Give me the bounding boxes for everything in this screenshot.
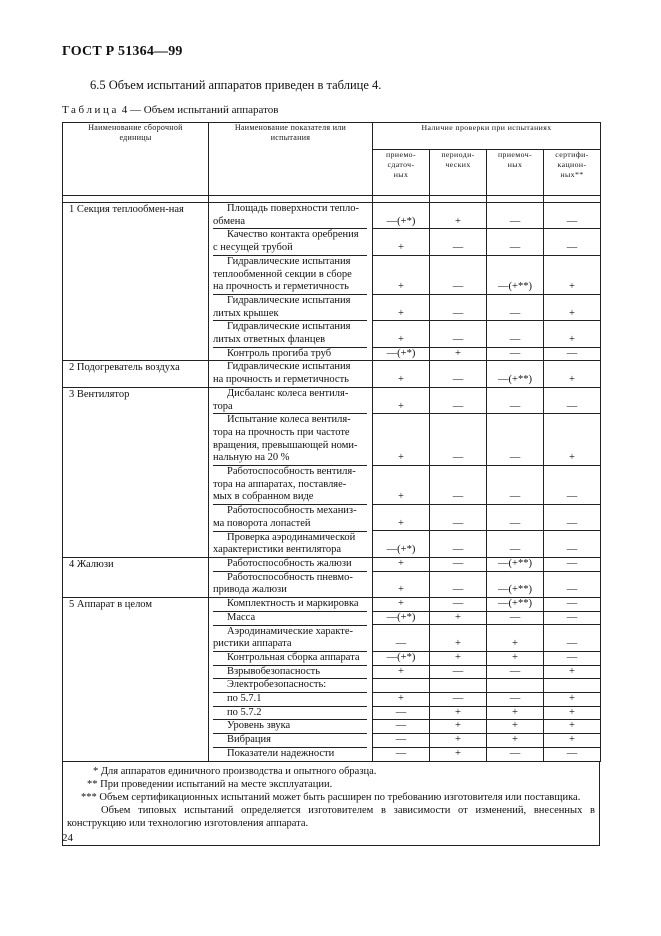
- check-mark: [430, 361, 486, 374]
- check-mark: [373, 256, 429, 269]
- check-mark: [430, 440, 486, 453]
- check-mark: —: [430, 558, 486, 572]
- check-mark: +: [455, 347, 461, 359]
- check-mark: +: [373, 242, 429, 256]
- indicator-line: по 5.7.2: [213, 707, 367, 721]
- intro-paragraph: 6.5 Объем испытаний аппаратов приведен в таблице 4.: [90, 78, 382, 92]
- mark-cell: [544, 557, 601, 597]
- check-mark: —: [566, 544, 578, 556]
- indicator-line: Взрывобезопасность: [213, 666, 367, 680]
- document-code: ГОСТ Р 51364—99: [62, 44, 183, 59]
- mark-cell: [487, 598, 544, 761]
- check-mark: [487, 572, 543, 585]
- indicator-line: Работоспособность механиз-: [227, 505, 357, 517]
- check-mark: —: [487, 666, 543, 680]
- check-mark: [373, 427, 429, 440]
- unit-cell: [63, 203, 209, 361]
- unit-cell: [63, 387, 209, 557]
- check-mark: [373, 479, 429, 492]
- check-mark: +: [455, 747, 461, 759]
- check-mark: +: [544, 334, 600, 348]
- check-mark: [487, 229, 543, 242]
- check-mark: [430, 625, 486, 638]
- check-mark: [487, 256, 543, 269]
- check-mark: [373, 505, 429, 518]
- indicator-line: Площадь поверхности тепло-: [227, 203, 359, 214]
- check-mark: [487, 321, 543, 334]
- indicator-line: Комплектность и маркировка: [213, 598, 367, 612]
- check-mark: +: [544, 281, 600, 295]
- check-mark: —: [544, 491, 600, 505]
- check-mark: [373, 679, 429, 693]
- check-mark: —(+**): [498, 374, 532, 386]
- check-mark: —: [544, 612, 600, 626]
- indicator-line: Аэродинамические характе-: [227, 625, 354, 637]
- check-mark: [544, 531, 600, 544]
- check-mark: [544, 414, 600, 427]
- mark-cell: [544, 598, 601, 761]
- check-mark: +: [487, 707, 543, 721]
- check-mark: —(+*): [373, 612, 429, 626]
- indicator-line: Гидравлические испытания: [227, 361, 351, 373]
- header-col-periodic: периоди-ческих: [430, 150, 487, 196]
- check-mark: [487, 505, 543, 518]
- check-mark: —: [430, 401, 486, 415]
- check-mark: +: [544, 308, 600, 322]
- table-notes: [62, 762, 600, 846]
- check-mark: —: [544, 242, 600, 256]
- unit-label: 5 Аппарат в целом: [69, 599, 153, 611]
- check-mark: [544, 268, 600, 281]
- check-mark: [544, 572, 600, 585]
- check-mark: +: [373, 666, 429, 680]
- check-mark: [373, 268, 429, 281]
- check-mark: +: [487, 652, 543, 666]
- check-mark: —: [509, 347, 521, 359]
- mark-cell: [544, 387, 601, 557]
- unit-cell: [63, 598, 209, 761]
- check-mark: [373, 440, 429, 453]
- mark-cell: [487, 387, 544, 557]
- check-mark: +: [398, 584, 404, 596]
- check-mark: —: [452, 374, 464, 386]
- check-mark: —: [452, 584, 464, 596]
- unit-label: 3 Вентилятор: [69, 388, 130, 400]
- check-mark: —(+**): [498, 584, 532, 596]
- check-mark: [487, 295, 543, 308]
- indicator-cell: [209, 361, 373, 387]
- check-mark: —: [544, 558, 600, 572]
- check-mark: —: [395, 747, 407, 759]
- indicator-line: привода жалюзи: [213, 584, 287, 596]
- check-mark: —: [373, 707, 429, 721]
- check-mark: —(+*): [386, 544, 416, 556]
- check-mark: [544, 229, 600, 242]
- indicator-line: на прочность и герметичность: [213, 374, 349, 386]
- indicator-line: мых в собранном виде: [213, 491, 367, 505]
- indicator-line: по 5.7.1: [213, 693, 367, 707]
- mark-cell: [487, 557, 544, 597]
- check-mark: —(+*): [386, 347, 416, 359]
- check-mark: —: [509, 747, 521, 759]
- mark-cell: [430, 557, 487, 597]
- check-mark: [373, 295, 429, 308]
- indicator-line: Испытание колеса вентиля-: [227, 414, 351, 426]
- check-mark: +: [544, 734, 600, 748]
- check-mark: —: [544, 216, 600, 230]
- check-mark: —: [430, 666, 486, 680]
- check-mark: —: [373, 638, 429, 652]
- check-mark: —: [487, 242, 543, 256]
- unit-label: 2 Подогреватель воздуха: [69, 362, 180, 374]
- table-section: [63, 387, 601, 557]
- indicator-cell: [209, 387, 373, 557]
- check-mark: [430, 505, 486, 518]
- check-mark: —: [544, 518, 600, 532]
- header-unit: Наименование сборочной единицы: [63, 123, 209, 196]
- check-mark: —: [430, 452, 486, 466]
- check-mark: —: [509, 544, 521, 556]
- mark-cell: [373, 557, 430, 597]
- indicator-line: теплообменной секции в сборе: [213, 268, 352, 280]
- check-mark: —: [566, 347, 578, 359]
- check-mark: [487, 679, 543, 693]
- table-caption-prefix: Таблица: [62, 104, 119, 116]
- check-mark: +: [373, 693, 429, 707]
- check-mark: [544, 427, 600, 440]
- table-section: [63, 361, 601, 387]
- check-mark: [373, 321, 429, 334]
- unit-cell: [63, 557, 209, 597]
- check-mark: —: [566, 747, 578, 759]
- mark-cell: [430, 203, 487, 361]
- check-mark: —: [430, 308, 486, 322]
- check-mark: [373, 388, 429, 401]
- check-mark: [430, 531, 486, 544]
- check-mark: +: [544, 707, 600, 721]
- check-mark: [544, 479, 600, 492]
- indicator-line: тора: [213, 401, 367, 415]
- indicator-line: Электробезопасность:: [213, 679, 367, 693]
- check-mark: [544, 679, 600, 693]
- indicator-line: Гидравлические испытания: [227, 321, 351, 333]
- table-section: [63, 557, 601, 597]
- check-mark: [487, 440, 543, 453]
- check-mark: +: [430, 734, 486, 748]
- check-mark: [373, 466, 429, 479]
- indicator-line: тора на прочность при частоте: [213, 426, 350, 438]
- indicator-line: Уровень звука: [213, 720, 367, 734]
- check-mark: +: [430, 720, 486, 734]
- check-mark: [544, 388, 600, 401]
- header-col-approval: приемоч-ных: [487, 150, 544, 196]
- indicator-line: Работоспособность вентиля-: [227, 466, 356, 478]
- check-mark: +: [373, 452, 429, 466]
- indicator-cell: [209, 557, 373, 597]
- indicator-line: Проверка аэродинамической: [227, 531, 356, 543]
- check-mark: [430, 268, 486, 281]
- check-mark: [544, 466, 600, 479]
- check-mark: +: [487, 638, 543, 652]
- mark-cell: [487, 361, 544, 387]
- check-mark: [544, 625, 600, 638]
- check-mark: [430, 427, 486, 440]
- mark-cell: [544, 203, 601, 361]
- check-mark: —: [487, 216, 543, 230]
- check-mark: [544, 440, 600, 453]
- check-mark: —: [566, 584, 578, 596]
- indicator-line: тора на аппаратах, поставляе-: [213, 478, 347, 490]
- check-mark: [430, 388, 486, 401]
- check-mark: +: [430, 707, 486, 721]
- check-mark: [487, 268, 543, 281]
- check-mark: [544, 256, 600, 269]
- note-2: ** При проведении испытаний на месте эксплуатации.: [87, 779, 333, 790]
- indicator-cell: [209, 203, 373, 361]
- check-mark: —: [430, 598, 486, 612]
- indicator-line: характеристики вентилятора: [213, 544, 342, 556]
- check-mark: +: [544, 452, 600, 466]
- check-mark: —: [487, 452, 543, 466]
- check-mark: +: [373, 401, 429, 415]
- check-mark: +: [373, 518, 429, 532]
- check-mark: +: [373, 308, 429, 322]
- check-mark: [373, 625, 429, 638]
- indicator-line: Масса: [213, 612, 367, 626]
- check-mark: [430, 203, 486, 216]
- check-mark: [430, 479, 486, 492]
- check-mark: —: [373, 720, 429, 734]
- mark-cell: [373, 203, 430, 361]
- mark-cell: [487, 203, 544, 361]
- check-mark: —: [544, 598, 600, 612]
- indicator-line: ристики аппарата: [213, 638, 367, 652]
- indicator-line: Гидравлические испытания: [227, 255, 351, 267]
- check-mark: —: [544, 652, 600, 666]
- page-number: 24: [62, 832, 73, 844]
- check-mark: [487, 479, 543, 492]
- header-col-certification: сертифи-кацион-ных**: [544, 150, 601, 196]
- header-group: Наличие проверки при испытаниях: [373, 123, 601, 150]
- check-mark: —: [452, 544, 464, 556]
- indicator-line: Работоспособность жалюзи: [213, 558, 367, 572]
- check-mark: +: [430, 216, 486, 230]
- check-mark: [430, 414, 486, 427]
- check-mark: —(+**): [487, 598, 543, 612]
- check-mark: —: [430, 334, 486, 348]
- indicator-line: обмена: [213, 216, 367, 230]
- check-mark: —: [430, 491, 486, 505]
- check-mark: [487, 361, 543, 374]
- indicator-line: Работоспособность пневмо-: [227, 571, 353, 583]
- table-section: [63, 203, 601, 361]
- note-4: Объем типовых испытаний определяется изготовителем в зависимости от изменений, внесенных в конструкцию или технологию изготовления аппарата.: [67, 805, 595, 829]
- check-mark: —: [487, 518, 543, 532]
- indicator-line: Контрольная сборка аппарата: [213, 652, 367, 666]
- check-mark: +: [544, 666, 600, 680]
- indicator-line: Показатели надежности: [227, 747, 335, 759]
- check-mark: [430, 572, 486, 585]
- check-mark: [544, 321, 600, 334]
- indicator-line: Контроль прогиба труб: [227, 347, 332, 359]
- check-mark: +: [373, 281, 429, 295]
- check-mark: +: [373, 334, 429, 348]
- check-mark: [373, 203, 429, 216]
- note-3: *** Объем сертификационных испытаний может быть расширен по требованию изготовителя или поставщика.: [81, 792, 581, 803]
- check-mark: [373, 361, 429, 374]
- check-mark: [430, 229, 486, 242]
- table-caption-text: 4 — Объем испытаний аппаратов: [119, 104, 279, 116]
- check-mark: —: [487, 308, 543, 322]
- check-mark: [487, 625, 543, 638]
- check-mark: —(+**): [487, 558, 543, 572]
- check-mark: [430, 679, 486, 693]
- unit-cell: [63, 361, 209, 387]
- check-mark: —: [544, 638, 600, 652]
- mark-cell: [373, 387, 430, 557]
- check-mark: —: [430, 518, 486, 532]
- check-mark: +: [373, 598, 429, 612]
- check-mark: [487, 427, 543, 440]
- check-mark: +: [398, 374, 404, 386]
- indicator-line: литых ответных фланцев: [213, 334, 367, 348]
- check-mark: [487, 388, 543, 401]
- check-mark: [373, 229, 429, 242]
- check-mark: [487, 414, 543, 427]
- check-mark: [544, 361, 600, 374]
- check-mark: [430, 321, 486, 334]
- indicator-line: нальную на 20 %: [213, 452, 367, 466]
- check-mark: [544, 203, 600, 216]
- indicator-line: ма поворота лопастей: [213, 518, 367, 532]
- check-mark: [373, 572, 429, 585]
- check-mark: +: [569, 374, 575, 386]
- indicator-cell: [209, 598, 373, 761]
- table-section: [63, 598, 601, 761]
- check-mark: [544, 505, 600, 518]
- check-mark: —(+**): [487, 281, 543, 295]
- check-mark: —(+*): [373, 652, 429, 666]
- indicator-line: литых крышек: [213, 308, 367, 322]
- check-mark: —: [430, 693, 486, 707]
- check-mark: +: [544, 693, 600, 707]
- check-mark: [430, 466, 486, 479]
- mark-cell: [373, 598, 430, 761]
- mark-cell: [430, 598, 487, 761]
- check-mark: [544, 295, 600, 308]
- indicator-line: вращения, превышающей номи-: [213, 439, 358, 451]
- check-mark: [430, 256, 486, 269]
- mark-cell: [430, 387, 487, 557]
- check-mark: —(+*): [373, 216, 429, 230]
- indicator-line: Вибрация: [213, 734, 367, 748]
- check-mark: —: [544, 401, 600, 415]
- check-mark: —: [430, 242, 486, 256]
- check-mark: +: [373, 558, 429, 572]
- check-mark: —: [487, 612, 543, 626]
- indicator-line: Гидравлические испытания: [227, 294, 351, 306]
- mark-cell: [544, 361, 601, 387]
- check-mark: —: [487, 693, 543, 707]
- check-mark: [373, 414, 429, 427]
- check-mark: +: [487, 734, 543, 748]
- check-mark: +: [430, 638, 486, 652]
- mark-cell: [430, 361, 487, 387]
- check-mark: [373, 531, 429, 544]
- indicator-line: Качество контакта оребрения: [227, 229, 359, 241]
- check-mark: +: [544, 720, 600, 734]
- unit-label: 4 Жалюзи: [69, 558, 114, 570]
- header-col-acceptance: приемо-сдаточ-ных: [373, 150, 430, 196]
- check-mark: +: [430, 612, 486, 626]
- check-mark: —: [373, 734, 429, 748]
- indicator-line: с несущей трубой: [213, 242, 367, 256]
- check-mark: [487, 203, 543, 216]
- check-mark: —: [487, 401, 543, 415]
- indicator-line: Дисбаланс колеса вентиля-: [227, 387, 349, 399]
- check-mark: —: [487, 491, 543, 505]
- unit-label: 1 Секция теплообмен-ная: [69, 204, 184, 215]
- note-1: * Для аппаратов единичного производства и опытного образца.: [93, 766, 377, 777]
- check-mark: [430, 295, 486, 308]
- check-mark: [487, 466, 543, 479]
- check-mark: [487, 531, 543, 544]
- check-mark: —: [430, 281, 486, 295]
- mark-cell: [373, 361, 430, 387]
- check-mark: +: [373, 491, 429, 505]
- check-mark: +: [430, 652, 486, 666]
- tests-table: [62, 122, 601, 762]
- table-caption: [62, 104, 278, 116]
- check-mark: —: [487, 334, 543, 348]
- header-indicator: Наименование показателя или испытания: [209, 123, 373, 196]
- indicator-line: на прочность и герметичность: [213, 281, 367, 295]
- check-mark: +: [487, 720, 543, 734]
